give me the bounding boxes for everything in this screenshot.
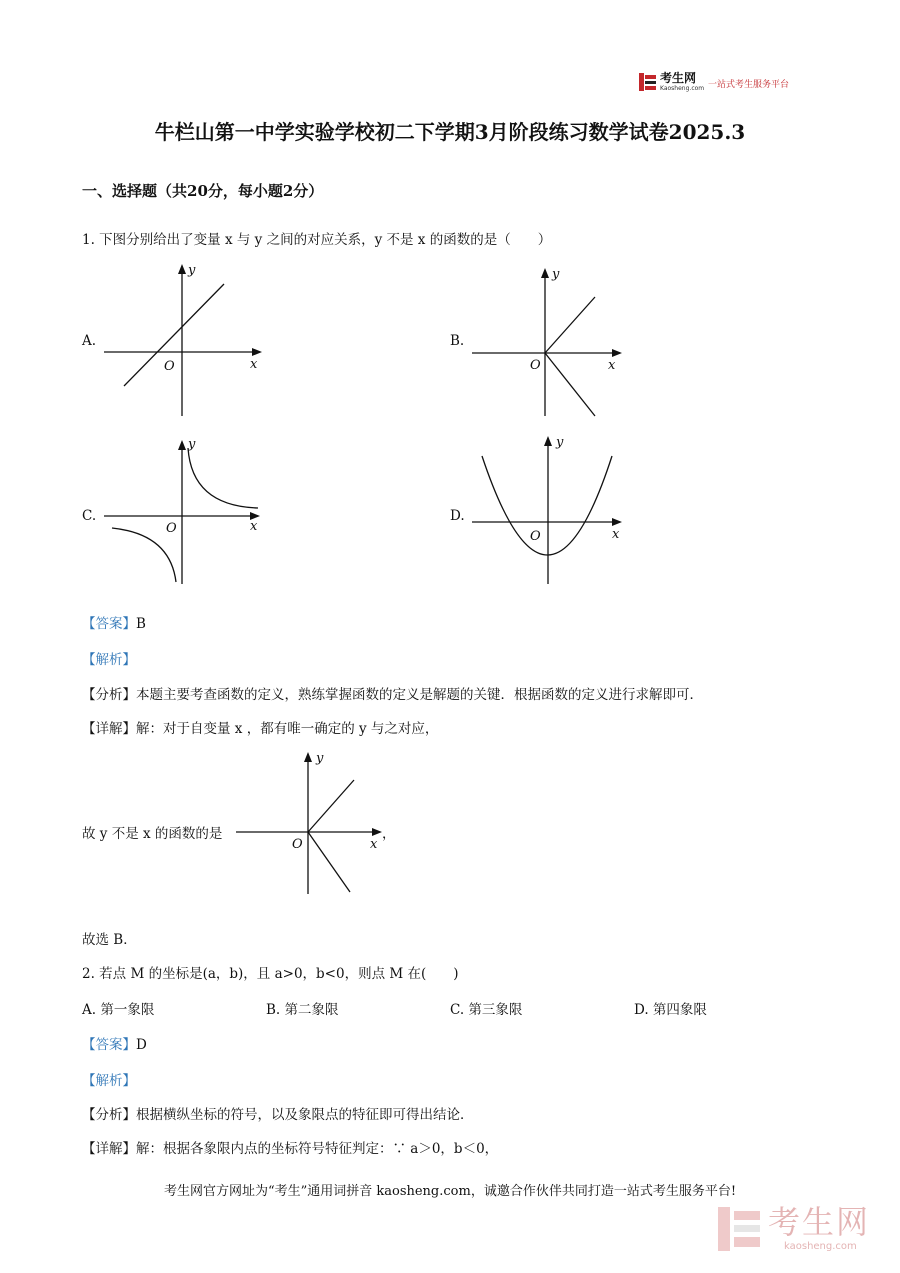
graph-a [100, 258, 280, 420]
graph-b-origin: O [530, 358, 541, 373]
graph-a-y-label: y [188, 263, 196, 278]
site-logo [638, 72, 808, 94]
graph-c-origin: O [166, 521, 177, 536]
q2-option-c: C. 第三象限 [450, 1002, 523, 1018]
option-a-label: A. [82, 333, 97, 349]
q1-answer-line [82, 612, 146, 632]
q1-conclusion-pre: 故 y 不是 x 的函数的是 [82, 826, 223, 842]
footer-text: 考生网官方网址为“考生”通用词拼音 kaosheng.com，诚邀合作伙伴共同打造一站式考生服务平台! [163, 1184, 737, 1199]
answer-value: B [136, 616, 146, 632]
inline-graph-origin: O [292, 837, 303, 852]
logo-url: Kaosheng.com [660, 85, 705, 92]
inline-graph-b [236, 748, 396, 896]
graph-d-y-label: y [556, 435, 564, 450]
answer-value: D [136, 1037, 147, 1053]
page-title: 牛栏山第一中学实验学校初二下学期3月阶段练习数学试卷2025.3 [154, 120, 746, 144]
answer-tag: 【答案】 [82, 1037, 136, 1053]
option-d-label: D. [450, 508, 465, 524]
graph-c-upper-branch [188, 448, 258, 508]
watermark-text: 考生网 [768, 1203, 871, 1241]
graph-d [470, 434, 640, 586]
q1-fenxi: 【分析】本题主要考查函数的定义，熟练掌握函数的定义是解题的关键．根据函数的定义进行求解即可． [82, 687, 703, 703]
watermark [716, 1203, 886, 1255]
kaosheng-logo-icon [638, 72, 658, 92]
inline-graph-x-label: x [370, 837, 378, 852]
graph-b [470, 264, 640, 422]
graph-d-x-label: x [612, 527, 620, 542]
section-heading: 一、选择题（共20分，每小题2分） [82, 182, 324, 200]
question-1-stem: 1. 下图分别给出了变量 x 与 y 之间的对应关系，y 不是 x 的函数的是（ ） [82, 232, 552, 248]
q2-option-a: A. 第一象限 [82, 1002, 155, 1018]
logo-slogan: 一站式考生服务平台 [708, 80, 790, 90]
graph-d-origin: O [530, 529, 541, 544]
q2-option-d: D. 第四象限 [634, 1002, 707, 1018]
q2-answer-line [82, 1033, 147, 1053]
graph-c-y-label: y [188, 437, 196, 452]
inline-graph-upper-ray [308, 780, 354, 832]
question-2-stem: 2. 若点 M 的坐标是(a，b)，且 a>0，b<0，则点 M 在( ) [82, 966, 459, 982]
q2-option-b: B. 第二象限 [266, 1002, 339, 1018]
analysis-tag: 【解析】 [82, 652, 136, 668]
inline-graph-lower-ray [308, 832, 350, 892]
graph-b-lower-ray [545, 353, 595, 416]
graph-c [100, 436, 280, 586]
graph-b-x-label: x [608, 358, 616, 373]
graph-a-origin: O [164, 359, 175, 374]
graph-d-parabola [482, 456, 612, 555]
logo-text: 考生网 [660, 71, 697, 85]
q2-fenxi: 【分析】根据横纵坐标的符号，以及象限点的特征即可得出结论． [82, 1107, 474, 1123]
q2-detail: 【详解】解：根据各象限内点的坐标符号特征判定：∵ a＞0，b＜0， [82, 1141, 499, 1157]
option-b-label: B. [450, 333, 465, 349]
inline-graph-y-label: y [316, 751, 324, 766]
graph-b-upper-ray [545, 297, 595, 353]
watermark-logo-icon [716, 1205, 762, 1253]
graph-c-x-label: x [250, 519, 258, 534]
q1-final: 故选 B． [82, 932, 137, 948]
analysis-tag: 【解析】 [82, 1073, 136, 1089]
watermark-url: kaosheng.com [784, 1241, 857, 1252]
answer-tag: 【答案】 [82, 616, 136, 632]
graph-c-lower-branch [112, 528, 176, 582]
q1-conclusion-post: ， [382, 826, 396, 842]
q1-detail: 【详解】解：对于自变量 x ，都有唯一确定的 y 与之对应， [82, 721, 439, 737]
graph-a-x-label: x [250, 357, 258, 372]
graph-b-y-label: y [552, 267, 560, 282]
option-c-label: C. [82, 508, 97, 524]
